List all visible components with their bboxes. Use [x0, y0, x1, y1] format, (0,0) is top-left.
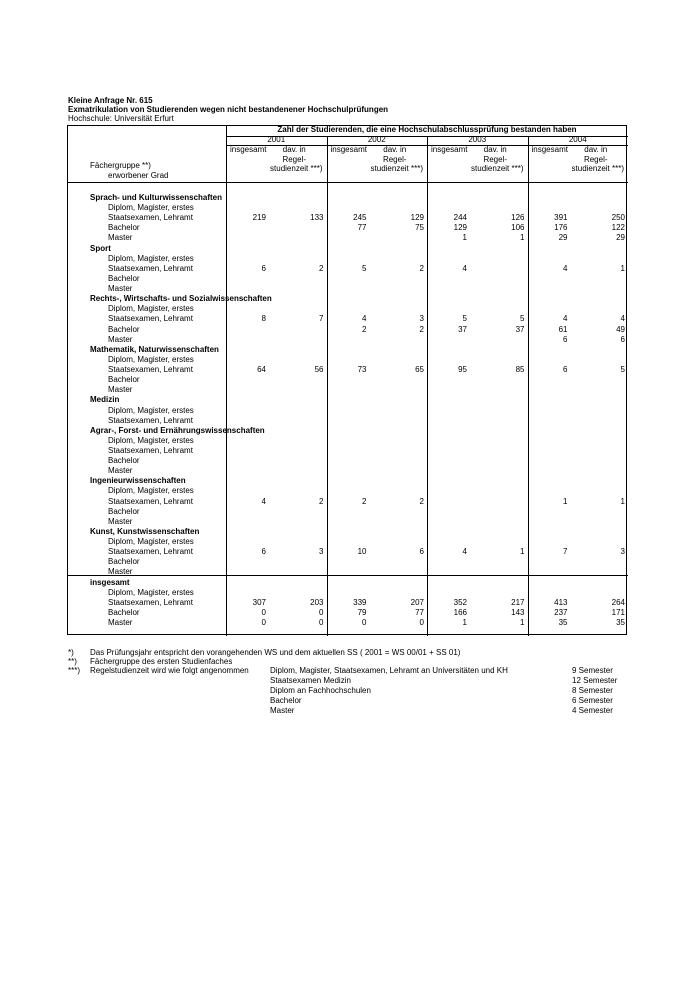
row-label: Diplom, Magister, erstes [108, 486, 194, 496]
table-cell: 143 [511, 607, 525, 617]
table-cell: 1 [520, 547, 525, 557]
table-cell: 3 [620, 547, 625, 557]
table-cell: 6 [261, 547, 266, 557]
table-cell: 7 [319, 314, 324, 324]
table-cell: 35 [616, 618, 625, 628]
row-label: Rechts-, Wirtschafts- und Sozialwissenschaften [90, 294, 272, 304]
footnote-text: Das Prüfungsjahr entspricht den vorangehenden WS und dem aktuellen SS ( 2001 = WS 00/01 + SS 01) [90, 648, 461, 657]
subheader-regel: dav. in [584, 145, 608, 154]
row-label: Bachelor [108, 273, 140, 283]
regelstudienzeit-label: Diplom an Fachhochschulen [270, 686, 371, 695]
table-cell: 4 [563, 314, 568, 324]
table-cell: 6 [563, 365, 568, 375]
table-cell: 49 [616, 324, 625, 334]
subheader-regel: studienzeit ***) [370, 164, 423, 173]
table-cell: 264 [611, 597, 625, 607]
table-cell: 307 [252, 597, 266, 607]
table-cell: 106 [511, 223, 525, 233]
table-cell: 207 [410, 597, 424, 607]
table-cell: 29 [558, 233, 568, 243]
table-cell: 2 [319, 263, 324, 273]
row-label: Bachelor [108, 324, 140, 334]
table-cell: 95 [458, 365, 467, 375]
row-label: Mathematik, Naturwissenschaften [90, 344, 219, 354]
subheader-total: insgesamt [531, 145, 568, 154]
row-label: Bachelor [108, 456, 140, 466]
row-label: Sprach- und Kulturwissenschaften [90, 193, 223, 202]
table-cell: 7 [563, 547, 568, 557]
table-cell: 176 [554, 223, 568, 233]
regelstudienzeit-label: Staatsexamen Medizin [270, 676, 351, 685]
table-cell: 4 [620, 314, 625, 324]
table-cell: 5 [620, 365, 625, 375]
table-cell: 203 [310, 597, 324, 607]
table-cell: 64 [257, 365, 266, 375]
row-label: Staatsexamen, Lehramt [108, 547, 193, 557]
table-cell: 29 [616, 233, 625, 243]
row-label: Diplom, Magister, erstes [108, 405, 194, 415]
row-label: Master [108, 385, 133, 395]
table-cell: 413 [554, 597, 568, 607]
row-label: Master [108, 618, 133, 628]
stub-heading-group: Fächergruppe **) [90, 161, 151, 170]
table-cell: 237 [554, 607, 568, 617]
year-heading: 2004 [568, 135, 587, 144]
subheader-regel: studienzeit ***) [471, 164, 524, 173]
row-label: Bachelor [108, 223, 140, 233]
table-cell: 126 [511, 213, 525, 223]
table-cell: 1 [620, 496, 625, 506]
regelstudienzeit-value: 12 Semester [572, 676, 618, 685]
table-cell: 8 [261, 314, 266, 324]
footnote-mark: **) [68, 657, 77, 666]
table-cell: 0 [419, 618, 424, 628]
table-cell: 5 [462, 314, 467, 324]
table-cell: 6 [419, 547, 424, 557]
table-cell: 1 [520, 233, 525, 243]
table-cell: 166 [453, 607, 467, 617]
regelstudienzeit-label: Bachelor [270, 696, 302, 705]
table-banner: Zahl der Studierenden, die eine Hochschulabschlussprüfung bestanden haben [277, 125, 577, 134]
table-cell: 6 [261, 263, 266, 273]
subheader-regel: Regel- [282, 154, 307, 164]
table-cell: 129 [410, 213, 424, 223]
table-cell: 0 [261, 618, 266, 628]
stub-heading-degree: erworbener Grad [108, 171, 169, 180]
row-label: Diplom, Magister, erstes [108, 203, 194, 213]
table-cell: 4 [563, 263, 568, 273]
subheader-total: insgesamt [431, 145, 468, 154]
subheader-regel: dav. in [383, 145, 407, 154]
university-line: Hochschule: Universität Erfurt [68, 114, 174, 123]
document-subtitle: Exmatrikulation von Studierenden wegen nicht bestandenener Hochschulprüfungen [68, 105, 389, 114]
row-label: Staatsexamen, Lehramt [108, 496, 193, 506]
row-label: Bachelor [108, 557, 140, 567]
footnotes [68, 648, 628, 728]
table-cell: 0 [362, 618, 367, 628]
table-cell: 4 [362, 314, 367, 324]
table-cell: 219 [252, 213, 266, 223]
row-label: Diplom, Magister, erstes [108, 253, 194, 263]
table-cell: 339 [353, 597, 367, 607]
table-cell: 61 [558, 324, 568, 334]
subheader-total: insgesamt [330, 145, 367, 154]
table-cell: 2 [362, 324, 367, 334]
stub-divider [226, 126, 227, 636]
table-cell: 65 [415, 365, 424, 375]
row-label: Diplom, Magister, erstes [108, 435, 194, 445]
row-label: Master [108, 516, 133, 526]
table-cell: 2 [419, 324, 424, 334]
table-cell: 77 [415, 607, 424, 617]
table-cell: 0 [319, 607, 324, 617]
row-label: Diplom, Magister, erstes [108, 587, 194, 597]
table-cell: 352 [453, 597, 467, 607]
table-cell: 133 [310, 213, 324, 223]
table-cell: 4 [462, 547, 467, 557]
row-label: Staatsexamen, Lehramt [108, 365, 193, 375]
row-label: Staatsexamen, Lehramt [108, 263, 193, 273]
row-label: Master [108, 567, 133, 577]
table-cell: 129 [453, 223, 467, 233]
table-cell: 0 [319, 618, 324, 628]
table-cell: 79 [357, 607, 367, 617]
footnote-text: Fächergruppe des ersten Studienfaches [90, 657, 233, 666]
row-label: Staatsexamen, Lehramt [108, 446, 193, 455]
total-top-rule [68, 575, 628, 576]
table-cell: 10 [357, 547, 367, 557]
table-cell: 391 [554, 213, 568, 223]
table-cell: 4 [261, 496, 266, 506]
table-cell: 56 [314, 365, 324, 375]
year-divider [528, 136, 529, 636]
row-label: Diplom, Magister, erstes [108, 354, 194, 364]
table-cell: 75 [415, 223, 424, 233]
row-label: Sport [90, 243, 111, 253]
row-label: Diplom, Magister, erstes [108, 537, 194, 547]
subheader-regel: studienzeit ***) [270, 164, 323, 173]
row-label: Staatsexamen, Lehramt [108, 213, 193, 223]
subheader-regel: dav. in [483, 145, 507, 154]
year-divider [427, 136, 428, 636]
regelstudienzeit-value: 9 Semester [572, 666, 613, 675]
year-heading: 2003 [468, 135, 487, 144]
table-cell: 1 [462, 618, 467, 628]
table-cell: 6 [563, 334, 568, 344]
subheader-regel: dav. in [282, 145, 306, 154]
table-cell: 35 [558, 618, 568, 628]
row-label: Agrar-, Forst- und Ernährungswissenschaften [90, 425, 265, 435]
table-cell: 4 [462, 263, 467, 273]
subheader-total: insgesamt [230, 145, 267, 154]
subheader-regel: Regel- [483, 154, 508, 164]
table-cell: 73 [357, 365, 367, 375]
table-cell: 0 [261, 607, 266, 617]
table-cell: 1 [620, 263, 625, 273]
table-cell: 2 [319, 496, 324, 506]
year-divider [327, 136, 328, 636]
table-cell: 1 [462, 233, 467, 243]
row-label: Ingenieurwissenschaften [90, 476, 186, 486]
footnote-mark: ***) [68, 666, 81, 675]
footnote-text: Regelstudienzeit wird wie folgt angenommen [90, 666, 249, 675]
regelstudienzeit-label: Master [270, 706, 295, 715]
row-label: insgesamt [90, 577, 130, 587]
table-cell: 37 [458, 324, 467, 334]
regelstudienzeit-label: Diplom, Magister, Staatsexamen, Lehramt an Universitäten und KH [270, 666, 508, 675]
year-heading: 2001 [267, 135, 286, 144]
table-cell: 3 [319, 547, 324, 557]
data-table [67, 125, 627, 635]
subheader-regel: Regel- [583, 154, 608, 164]
document-title: Kleine Anfrage Nr. 615 [68, 96, 153, 105]
row-label: Bachelor [108, 607, 140, 617]
row-label: Kunst, Kunstwissenschaften [90, 526, 200, 536]
subheader-regel: studienzeit ***) [571, 164, 624, 173]
table-cell: 122 [611, 223, 625, 233]
table-cell: 2 [362, 496, 367, 506]
table-cell: 250 [611, 213, 625, 223]
year-heading: 2002 [367, 135, 386, 144]
row-label: Staatsexamen, Lehramt [108, 597, 193, 607]
row-label: Staatsexamen, Lehramt [108, 314, 193, 324]
row-label: Master [108, 334, 133, 344]
table-cell: 3 [419, 314, 424, 324]
subheader-regel: Regel- [382, 154, 407, 164]
table-cell: 5 [362, 263, 367, 273]
regelstudienzeit-value: 6 Semester [572, 696, 613, 705]
row-label: Master [108, 233, 133, 243]
row-label: Master [108, 466, 133, 476]
table-cell: 5 [520, 314, 525, 324]
row-label: Staatsexamen, Lehramt [108, 415, 193, 425]
table-cell: 77 [357, 223, 367, 233]
table-cell: 217 [511, 597, 525, 607]
row-label: Master [108, 284, 133, 294]
footnote-mark: *) [68, 648, 74, 657]
table-cell: 2 [419, 263, 424, 273]
table-cell: 85 [515, 365, 525, 375]
row-label: Diplom, Magister, erstes [108, 304, 194, 314]
table-cell: 244 [453, 213, 467, 223]
row-label: Bachelor [108, 375, 140, 385]
regelstudienzeit-value: 8 Semester [572, 686, 613, 695]
table-cell: 6 [620, 334, 625, 344]
table-cell: 2 [419, 496, 424, 506]
regelstudienzeit-value: 4 Semester [572, 706, 613, 715]
header-bottom-rule [68, 182, 628, 183]
table-cell: 1 [520, 618, 525, 628]
table-cell: 1 [563, 496, 568, 506]
table-cell: 37 [515, 324, 525, 334]
table-cell: 171 [611, 607, 625, 617]
row-label: Medizin [90, 395, 120, 405]
row-label: Bachelor [108, 506, 140, 516]
table-cell: 245 [353, 213, 367, 223]
